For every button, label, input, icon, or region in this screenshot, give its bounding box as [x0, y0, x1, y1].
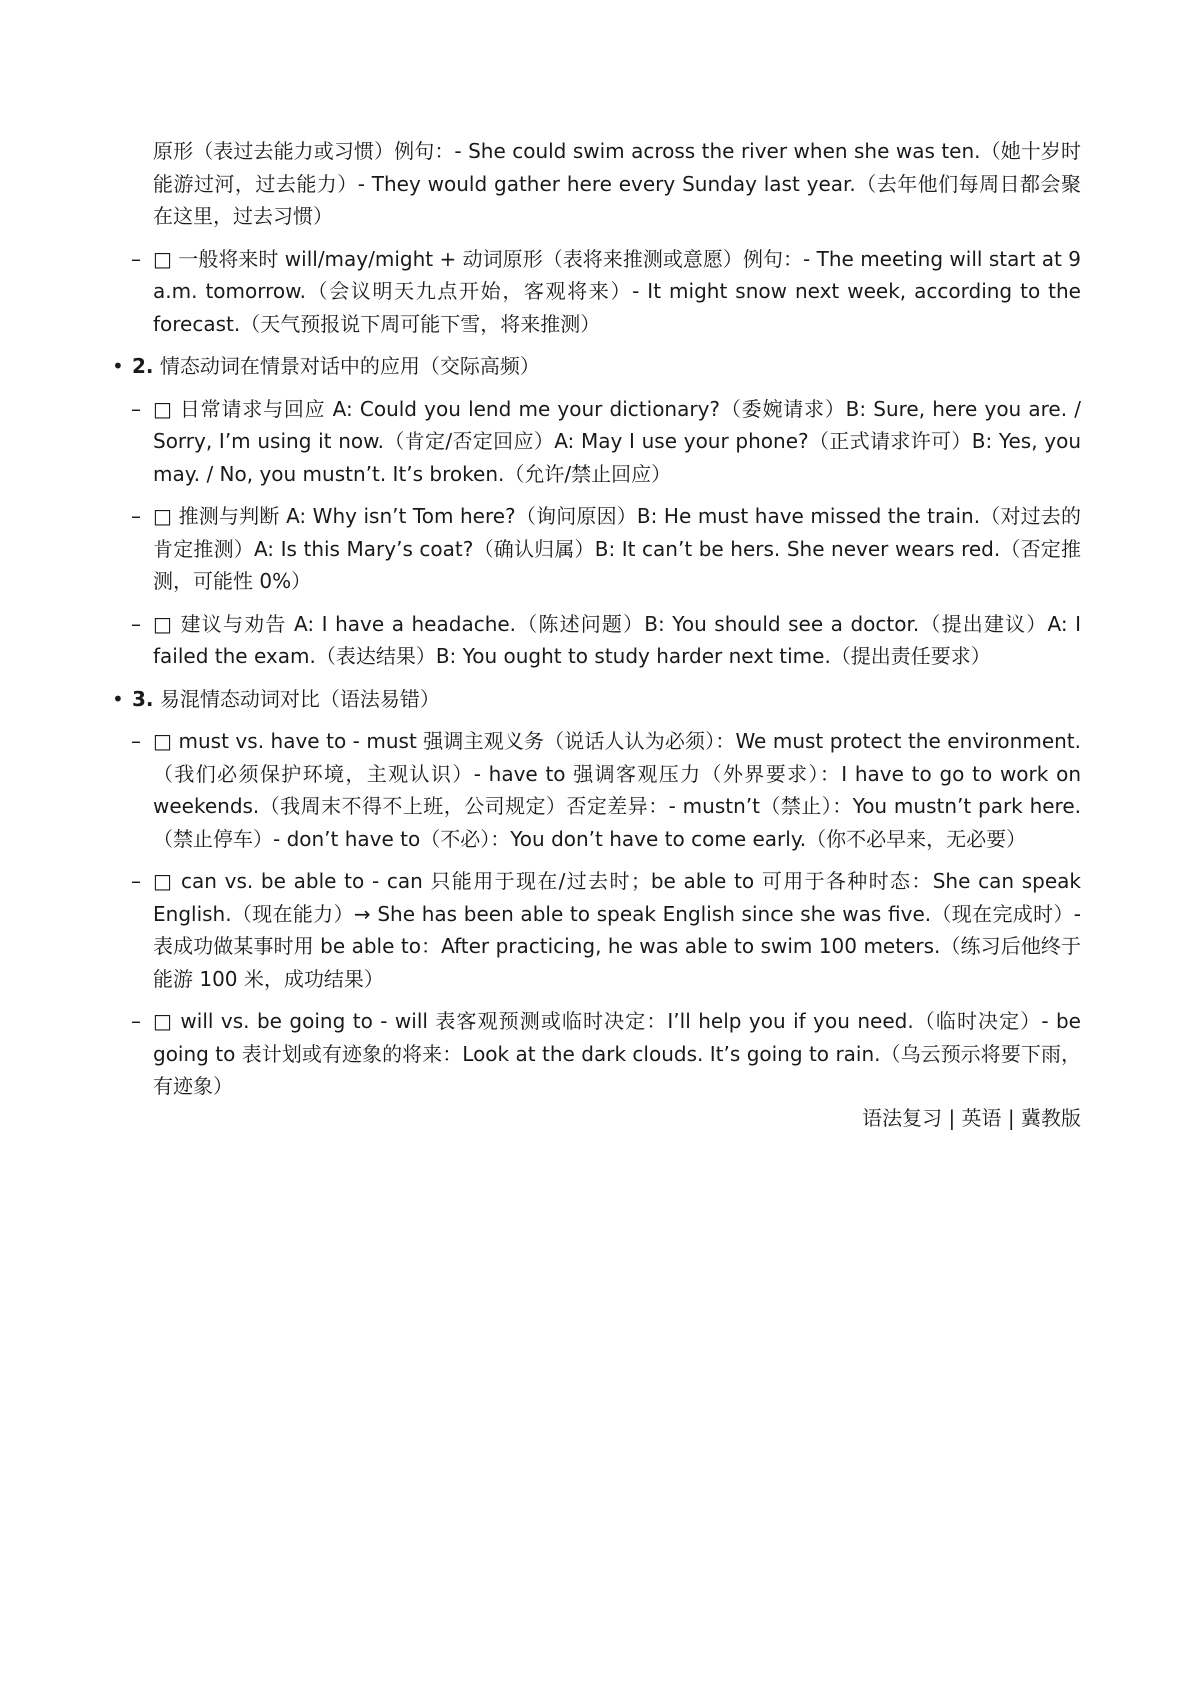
list-item-requests [131, 393, 1081, 491]
section-number: 3. [132, 686, 154, 711]
bullet-marker: • [112, 354, 124, 378]
list-item-text: □ 推测与判断 A: Why isn’t Tom here?（询问原因）B: He must have missed the train.（对过去的肯定推测）A: Is this Mary’s coat?（确认归属）B: It can’t be hers. She never wears red.（否定推测，可能性 0%） [153, 504, 1081, 593]
list-item-deduction [131, 500, 1081, 598]
list-item-text: □ must vs. have to - must 强调主观义务（说话人认为必须）：We must protect the environment.（我们必须保护环境，主观认识）- have to 强调客观压力（外界要求）：I have to go to work on weekends.（我周末不得不上班，公司规定）否定差异：- mustn’t（禁止）：You mustn’t park here.（禁止停车）- don’t have to（不必）：You don’t have to come early.（你不必早来，无必要） [153, 729, 1081, 851]
dash-marker: – [131, 504, 141, 528]
dash-marker: – [131, 611, 141, 636]
list-item-text: □ will vs. be going to - will 表客观预测或临时决定：I’ll help you if you need.（临时决定）- be going to 表计划或有迹象的将来：Look at the dark clouds. It’s going to rain.（乌云预示将要下雨，有迹象） [153, 1009, 1081, 1098]
section-heading-3 [112, 683, 1081, 716]
list-item-will-vs-be-going-to [131, 1005, 1081, 1103]
page-footer: 语法复习 | 英语 | 冀教版 [862, 1106, 1081, 1130]
bullet-marker: • [112, 686, 124, 711]
list-item-text: □ can vs. be able to - can 只能用于现在/过去时；be able to 可用于各种时态：She can speak English.（现在能力）→ She has been able to speak English since she was five.（现在完成时）- 表成功做某事时用 be able to：After practicing, he was able to swim 100 meters.（练习后他终于能游 100 米，成功结果） [153, 869, 1081, 991]
intro-paragraph: 原形（表过去能力或习惯）例句：- She could swim across the river when she was ten.（她十岁时能游过河，过去能力）- They would gather here every Sunday last year.（去年他们每周日都会聚在这里，过去习惯） [153, 139, 1081, 228]
section-title: 情态动词在情景对话中的应用（交际高频） [159, 354, 540, 378]
dash-marker: – [131, 246, 141, 271]
dash-marker: – [131, 1009, 141, 1033]
list-item-text: □ 日常请求与回应 A: Could you lend me your dictionary?（委婉请求）B: Sure, here you are. / Sorry, I’m using it now.（肯定/否定回应）A: May I use your phone?（正式请求许可）B: Yes, you may. / No, you mustn’t. It’s broken.（允许/禁止回应） [153, 396, 1081, 486]
dash-marker: – [131, 396, 141, 421]
list-item-text: □ 一般将来时 will/may/might + 动词原形（表将来推测或意愿）例句：- The meeting will start at 9 a.m. tomorrow.（会议明天九点开始，客观将来）- It might snow next week, according to the forecast.（天气预报说下周可能下雪，将来推测） [153, 246, 1081, 336]
section-title: 易混情态动词对比（语法易错） [159, 686, 440, 711]
dash-marker: – [131, 869, 141, 893]
list-item-must-vs-have-to [131, 725, 1081, 855]
list-item-can-vs-be-able-to [131, 865, 1081, 995]
list-item-future-tense [131, 243, 1081, 341]
dash-marker: – [131, 729, 141, 753]
section-heading-2 [112, 350, 1081, 383]
section-number: 2. [132, 354, 154, 378]
list-item-advice [131, 608, 1081, 673]
list-item-text: □ 建议与劝告 A: I have a headache.（陈述问题）B: You should see a doctor.（提出建议）A: I failed the exam.（表达结果）B: You ought to study harder next time.（提出责任要求） [153, 611, 1081, 668]
document-body [0, 135, 1191, 1103]
